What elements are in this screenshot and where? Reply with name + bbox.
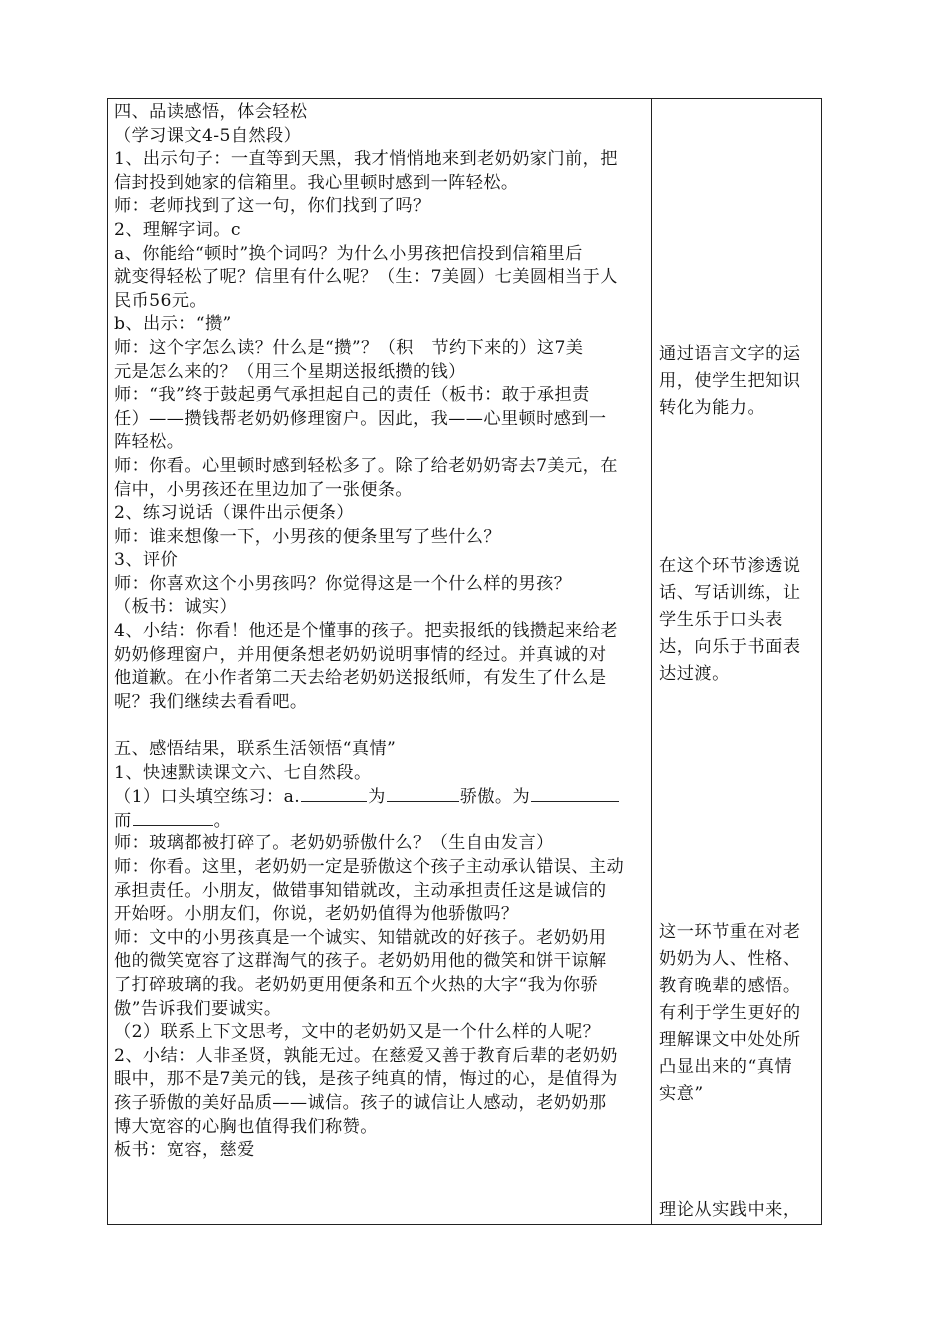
text-line: （2）联系上下文思考，文中的老奶奶又是一个什么样的人呢？ <box>114 1022 601 1043</box>
column-divider <box>651 99 652 1224</box>
text-line <box>114 714 647 738</box>
text-line: 2、理解字词。c <box>114 219 241 240</box>
text-line: 就变得轻松了呢？信里有什么呢？（生：7美圆）七美圆相当于人 <box>114 267 618 288</box>
note-line: 实意” <box>659 1084 704 1104</box>
note-line: 达，向乐于书面表 <box>659 637 801 657</box>
note-line: 话、写话训练，让 <box>659 583 801 603</box>
text-line: 眼中，那不是7美元的钱，是孩子纯真的情，悔过的心，是值得为 <box>114 1069 618 1090</box>
note-line: 理解课文中处处所 <box>659 1030 801 1050</box>
note-line: 转化为能力。 <box>659 398 766 418</box>
note-line: 在这个环节渗透说 <box>659 556 801 576</box>
text-line: 五、感悟结果，联系生活领悟“真情” <box>114 739 397 760</box>
text-line: 1、出示句子：一直等到天黑，我才悄悄地来到老奶奶家门前，把 <box>114 149 618 170</box>
design-note-speaking-training <box>659 553 819 688</box>
text-line: （学习课文4-5自然段） <box>114 125 302 146</box>
fill-blank-word-2: 骄傲。为 <box>459 787 531 808</box>
text-line: 3、评价 <box>114 550 179 571</box>
text-line: 承担责任。小朋友，做错事知错就改，主动承担责任这是诚信的 <box>114 880 607 901</box>
text-line: 师：你看。这里，老奶奶一定是骄傲这个孩子主动承认错误、主动 <box>114 857 625 877</box>
text-line: 师：谁来想像一下，小男孩的便条里写了些什么？ <box>114 526 501 547</box>
blank-2 <box>387 785 459 802</box>
note-line: 奶奶为人、性格、 <box>659 949 801 969</box>
text-line: 信封投到她家的信箱里。我心里顿时感到一阵轻松。 <box>114 172 519 193</box>
text-line: 4、小结：你看！他还是个懂事的孩子。把卖报纸的钱攒起来给老 <box>114 621 618 642</box>
text-line: 元是怎么来的？（用三个星期送报纸攒的钱） <box>114 361 466 382</box>
text-line: 民币56元。 <box>114 290 208 311</box>
text-line: 师：“我”终于鼓起勇气承担起自己的责任（板书：敢于承担责 <box>114 385 590 406</box>
teaching-process-column <box>114 101 647 1163</box>
text-line: a、你能给“顿时”换个词吗？为什么小男孩把信投到信箱里后 <box>114 243 583 264</box>
text-line: 了打碎玻璃的我。老奶奶更用便条和五个火热的大字“我为你骄 <box>114 974 599 995</box>
text-line: 师：这个字怎么读？什么是“攒”？（积 节约下来的）这7美 <box>114 337 584 358</box>
fill-blank-line-1 <box>114 785 647 809</box>
text-line: 师：你喜欢这个小男孩吗？你觉得这是一个什么样的男孩？ <box>114 573 572 594</box>
note-line: 达过渡。 <box>659 664 730 684</box>
note-line: 通过语言文字的运 <box>659 344 801 364</box>
text-line: 2、小结：人非圣贤，孰能无过。在慈爱又善于教育后辈的老奶奶 <box>114 1045 618 1066</box>
text-line: 板书：宽容，慈爱 <box>114 1140 255 1161</box>
blank-1 <box>301 785 367 802</box>
text-line: b、出示：“攒” <box>114 314 232 335</box>
teaching-process-part-a <box>114 101 647 785</box>
text-line: 博大宽容的心胸也值得我们称赞。 <box>114 1116 378 1137</box>
note-line: 用，使学生把知识 <box>659 371 801 391</box>
text-line: 阵轻松。 <box>114 432 185 453</box>
text-line: 开始呀。小朋友们，你说，老奶奶值得为他骄傲吗？ <box>114 904 519 925</box>
text-line: 傲”告诉我们要诚实。 <box>114 998 282 1019</box>
note-line: 凸显出来的“真情 <box>659 1057 793 1077</box>
fill-blank-prefix: （1）口头填空练习：a. <box>114 787 301 808</box>
blank-4 <box>133 809 213 826</box>
text-line: 四、品读感悟，体会轻松 <box>114 102 308 122</box>
text-line: 任）——攒钱帮老奶奶修理窗户。因此，我——心里顿时感到一 <box>114 408 607 429</box>
text-line: 师：玻璃都被打碎了。老奶奶骄傲什么？（生自由发言） <box>114 833 554 854</box>
design-note-language-use <box>659 341 819 422</box>
fill-blank-line-2 <box>114 809 647 833</box>
text-line: 呢？我们继续去看看吧。 <box>114 691 308 712</box>
text-line: 奶奶修理窗户，并用便条想老奶奶说明事情的经过。并真诚的对 <box>114 644 607 665</box>
fill-blank-end: 。 <box>213 810 232 831</box>
lesson-plan-table <box>107 98 822 1225</box>
design-note-theory <box>659 1197 819 1224</box>
text-line: 他道歉。在小作者第二天去给老奶奶送报纸师，有发生了什么是 <box>114 668 607 689</box>
blank-3 <box>531 785 619 802</box>
design-note-grandmother <box>659 919 819 1108</box>
note-line: 这一环节重在对老 <box>659 922 801 942</box>
text-line: 1、快速默读课文六、七自然段。 <box>114 762 372 783</box>
teaching-process-part-b <box>114 832 647 1162</box>
text-line: 师：你看。心里顿时感到轻松多了。除了给老奶奶寄去7美元，在 <box>114 455 618 476</box>
note-line: 理论从实践中来， <box>659 1200 801 1220</box>
text-line: 孩子骄傲的美好品质——诚信。孩子的诚信让人感动，老奶奶那 <box>114 1092 607 1113</box>
note-line: 学生乐于口头表 <box>659 610 783 630</box>
note-line: 有利于学生更好的 <box>659 1003 801 1023</box>
text-line: （板书：诚实） <box>114 597 238 618</box>
text-line: 2、练习说话（课件出示便条） <box>114 503 354 524</box>
text-line: 师：老师找到了这一句，你们找到了吗？ <box>114 196 431 217</box>
text-line: 师：文中的小男孩真是一个诚实、知错就改的好孩子。老奶奶用 <box>114 927 607 948</box>
fill-blank-word-1: 为 <box>368 787 386 808</box>
fill-blank-word-3: 而 <box>114 810 132 831</box>
note-line: 教育晚辈的感悟。 <box>659 976 801 996</box>
text-line: 信中，小男孩还在里边加了一张便条。 <box>114 479 413 500</box>
text-line: 他的微笑宽容了这群淘气的孩子。老奶奶用他的微笑和饼干谅解 <box>114 951 607 972</box>
